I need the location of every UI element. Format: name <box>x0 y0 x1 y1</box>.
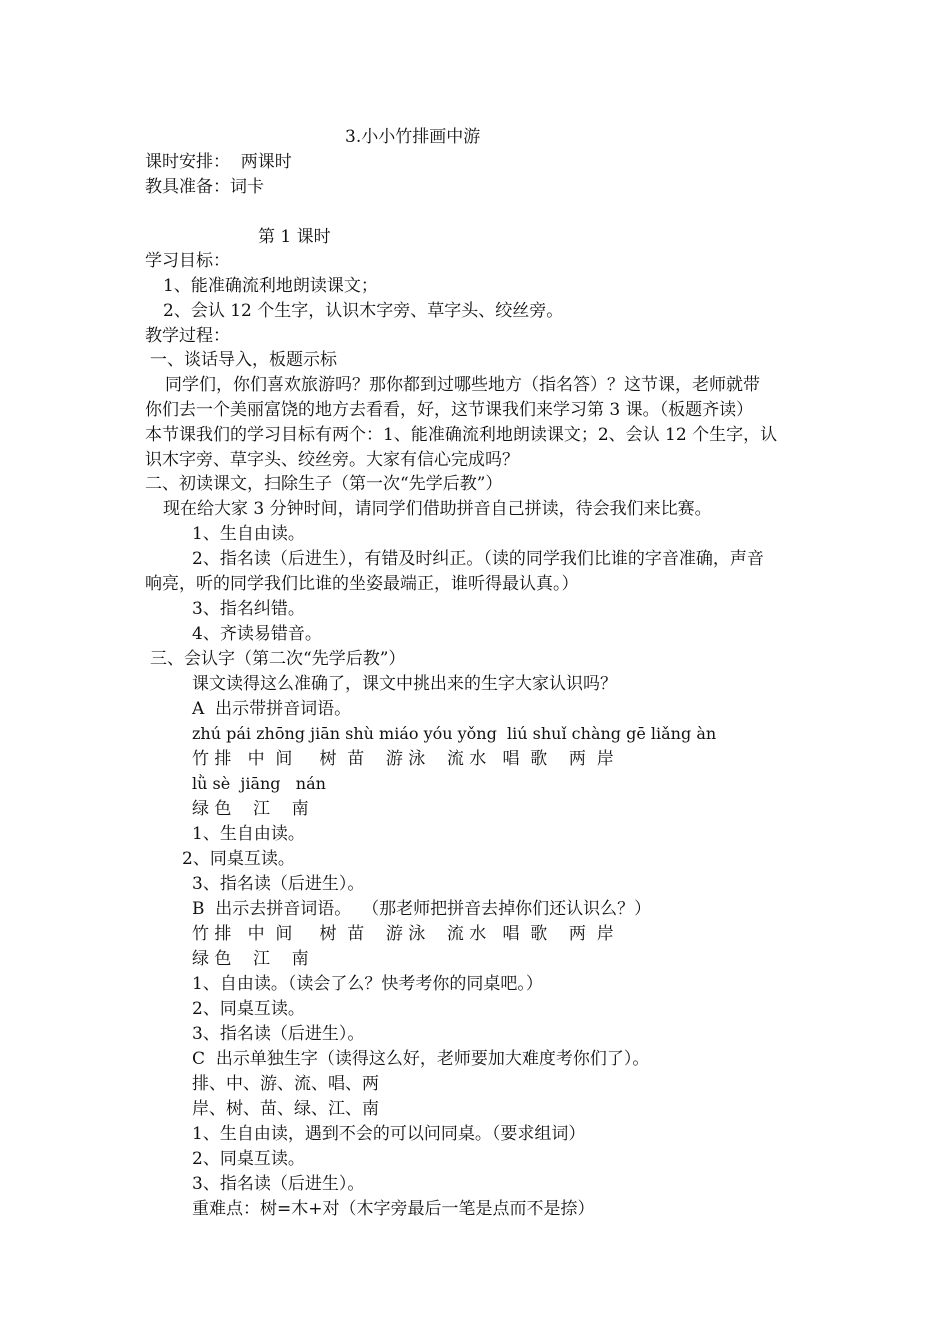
part-b-step: 2、同桌互读。 <box>192 999 305 1019</box>
objectives-heading: 学习目标： <box>145 251 230 271</box>
chars-line: 岸、树、苗、绿、江、南 <box>192 1099 379 1119</box>
words-line: 竹 排 中 间 树 苗 游 泳 流 水 唱 歌 两 岸 <box>192 749 614 769</box>
objective-item: 1、能准确流利地朗读课文； <box>163 276 378 296</box>
part-a-heading: A 出示带拼音词语。 <box>192 699 352 719</box>
part-b-step: 3、指名读（后进生）。 <box>192 1024 365 1044</box>
pinyin-line: lǜ sè jiāng nán <box>192 774 326 793</box>
section-1-para-line: 识木字旁、草字头、绞丝旁。大家有信心完成吗？ <box>145 450 519 470</box>
pinyin-line: zhú pái zhōng jiān shù miáo yóu yǒng liú shuǐ chàng gē liǎng àn <box>192 724 717 743</box>
part-c-heading: C 出示单独生字（读得这么好，老师要加大难度考你们了）。 <box>192 1049 650 1069</box>
materials-line: 教具准备：词卡 <box>145 177 264 197</box>
part-b-step: 1、自由读。（读会了么？快考考你的同桌吧。） <box>192 974 543 994</box>
section-2-step-cont: 响亮，听的同学我们比谁的坐姿最端正，谁听得最认真。） <box>145 574 579 594</box>
section-1-para-line: 同学们，你们喜欢旅游吗？那你都到过哪些地方（指名答）？这节课，老师就带 <box>165 375 760 395</box>
chars-line: 排、中、游、流、唱、两 <box>192 1074 379 1094</box>
objective-item: 2、会认 12 个生字，认识木字旁、草字头、绞丝旁。 <box>163 301 564 321</box>
section-2-heading: 二、初读课文，扫除生子（第一次“先学后教”） <box>145 474 503 494</box>
section-2-step: 3、指名纠错。 <box>192 599 305 619</box>
section-1-para-line: 本节课我们的学习目标有两个：1、能准确流利地朗读课文；2、会认 12 个生字，认 <box>145 425 778 445</box>
section-2-step: 1、生自由读。 <box>192 524 305 544</box>
schedule-line: 课时安排： 两课时 <box>145 152 292 172</box>
words-line: 绿 色 江 南 <box>192 799 309 819</box>
lesson-period-heading: 第 1 课时 <box>258 227 331 247</box>
part-a-step: 3、指名读（后进生）。 <box>192 874 365 894</box>
process-heading: 教学过程： <box>145 326 230 346</box>
key-point-line: 重难点：树=木+对（木字旁最后一笔是点而不是捺） <box>192 1199 595 1219</box>
section-2-step: 4、齐读易错音。 <box>192 624 322 644</box>
section-1-heading: 一、谈话导入，板题示标 <box>150 350 337 370</box>
words-line: 绿 色 江 南 <box>192 949 309 969</box>
part-c-step: 3、指名读（后进生）。 <box>192 1174 365 1194</box>
part-b-heading: B 出示去拼音词语。 （那老师把拼音去掉你们还认识么？） <box>192 899 652 919</box>
lesson-title: 3.小小竹排画中游 <box>345 127 481 147</box>
part-c-step: 2、同桌互读。 <box>192 1149 305 1169</box>
section-2-intro: 现在给大家 3 分钟时间，请同学们借助拼音自己拼读，待会我们来比赛。 <box>163 499 712 519</box>
section-2-step: 2、指名读（后进生），有错及时纠正。（读的同学我们比谁的字音准确，声音 <box>192 549 764 569</box>
part-a-step: 2、同桌互读。 <box>182 849 295 869</box>
section-3-heading: 三、会认字（第二次“先学后教”） <box>150 649 406 669</box>
words-line: 竹 排 中 间 树 苗 游 泳 流 水 唱 歌 两 岸 <box>192 924 614 944</box>
section-1-para-line: 你们去一个美丽富饶的地方去看看，好，这节课我们来学习第 3 课。（板题齐读） <box>145 400 754 420</box>
section-3-intro: 课文读得这么准确了，课文中挑出来的生字大家认识吗？ <box>192 674 617 694</box>
part-c-step: 1、生自由读，遇到不会的可以问同桌。（要求组词） <box>192 1124 586 1144</box>
part-a-step: 1、生自由读。 <box>192 824 305 844</box>
